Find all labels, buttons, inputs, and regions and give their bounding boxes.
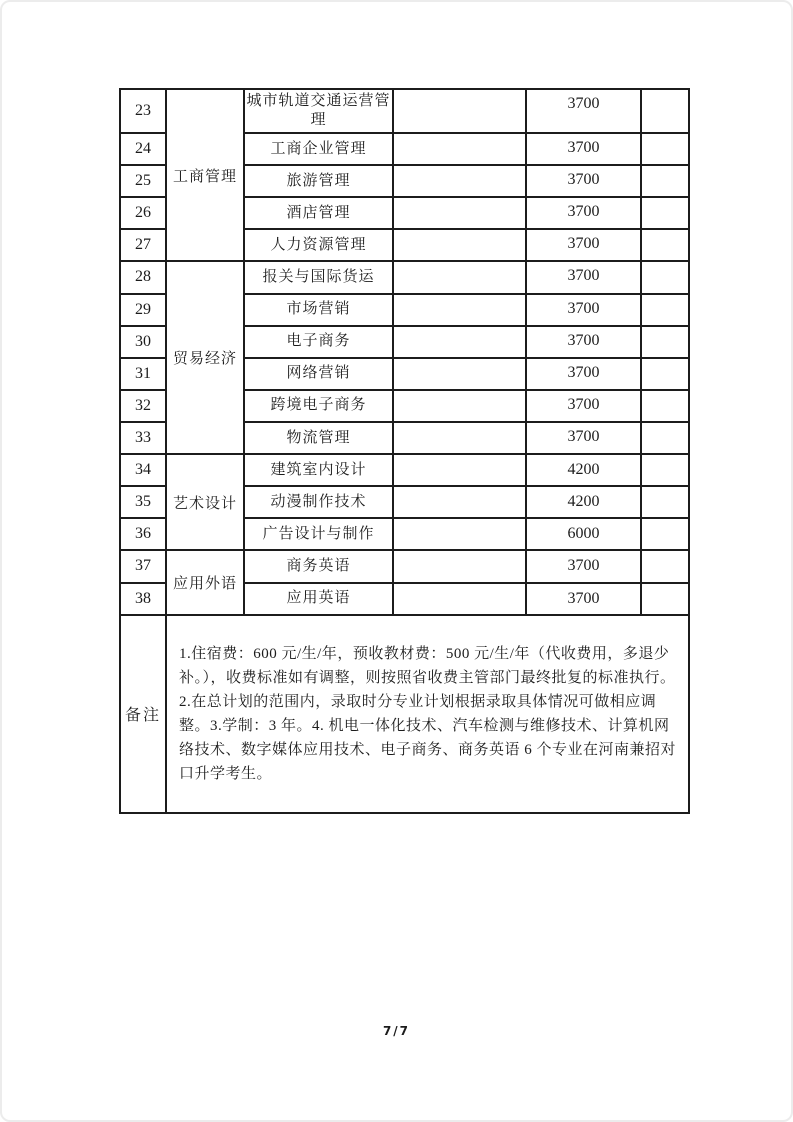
major-cell: 物流管理 [244, 422, 393, 454]
plan-blank-cell [393, 133, 526, 165]
extra-blank-cell [641, 422, 689, 454]
fee-cell: 3700 [526, 390, 641, 422]
plan-blank-cell [393, 390, 526, 422]
row-number-cell: 31 [120, 358, 166, 390]
extra-blank-cell [641, 165, 689, 197]
row-number-cell: 29 [120, 294, 166, 326]
major-cell: 商务英语 [244, 550, 393, 582]
table-row [120, 454, 689, 486]
row-number-cell: 33 [120, 422, 166, 454]
plan-blank-cell [393, 229, 526, 261]
major-cell: 动漫制作技术 [244, 486, 393, 518]
extra-blank-cell [641, 583, 689, 615]
plan-blank-cell [393, 518, 526, 550]
plan-blank-cell [393, 583, 526, 615]
plan-blank-cell [393, 454, 526, 486]
row-number-cell: 32 [120, 390, 166, 422]
fee-table-body [120, 89, 689, 615]
row-number-cell: 30 [120, 326, 166, 358]
extra-blank-cell [641, 326, 689, 358]
plan-blank-cell [393, 165, 526, 197]
extra-blank-cell [641, 229, 689, 261]
extra-blank-cell [641, 197, 689, 229]
extra-blank-cell [641, 454, 689, 486]
row-number-cell: 23 [120, 89, 166, 133]
major-cell: 电子商务 [244, 326, 393, 358]
fee-cell: 3700 [526, 165, 641, 197]
major-cell: 广告设计与制作 [244, 518, 393, 550]
plan-blank-cell [393, 294, 526, 326]
extra-blank-cell [641, 133, 689, 165]
row-number-cell: 37 [120, 550, 166, 582]
major-cell: 建筑室内设计 [244, 454, 393, 486]
major-cell: 网络营销 [244, 358, 393, 390]
remark-label: 备注 [120, 615, 166, 813]
table-row [120, 89, 689, 133]
major-cell: 城市轨道交通运营管理 [244, 89, 393, 133]
remark-row [120, 615, 689, 813]
fee-cell: 3700 [526, 550, 641, 582]
plan-blank-cell [393, 486, 526, 518]
row-number-cell: 25 [120, 165, 166, 197]
plan-blank-cell [393, 422, 526, 454]
fee-cell: 3700 [526, 133, 641, 165]
plan-blank-cell [393, 89, 526, 133]
row-number-cell: 34 [120, 454, 166, 486]
major-cell: 跨境电子商务 [244, 390, 393, 422]
row-number-cell: 36 [120, 518, 166, 550]
major-cell: 报关与国际货运 [244, 261, 393, 293]
category-cell: 应用外语 [166, 550, 244, 614]
fee-cell: 3700 [526, 89, 641, 133]
row-number-cell: 26 [120, 197, 166, 229]
row-number-cell: 24 [120, 133, 166, 165]
category-cell: 艺术设计 [166, 454, 244, 550]
row-number-cell: 27 [120, 229, 166, 261]
plan-blank-cell [393, 261, 526, 293]
row-number-cell: 38 [120, 583, 166, 615]
fee-cell: 3700 [526, 229, 641, 261]
page-number: 7/7 [382, 1024, 411, 1038]
fee-cell: 3700 [526, 326, 641, 358]
fee-cell: 6000 [526, 518, 641, 550]
major-cell: 工商企业管理 [244, 133, 393, 165]
major-cell: 人力资源管理 [244, 229, 393, 261]
fee-cell: 4200 [526, 454, 641, 486]
major-cell: 市场营销 [244, 294, 393, 326]
fee-cell: 3700 [526, 261, 641, 293]
extra-blank-cell [641, 486, 689, 518]
fee-cell: 3700 [526, 358, 641, 390]
extra-blank-cell [641, 358, 689, 390]
fee-cell: 3700 [526, 583, 641, 615]
major-cell: 旅游管理 [244, 165, 393, 197]
row-number-cell: 35 [120, 486, 166, 518]
fee-cell: 3700 [526, 294, 641, 326]
plan-blank-cell [393, 197, 526, 229]
fee-cell: 4200 [526, 486, 641, 518]
major-cell: 应用英语 [244, 583, 393, 615]
plan-blank-cell [393, 550, 526, 582]
plan-blank-cell [393, 358, 526, 390]
extra-blank-cell [641, 261, 689, 293]
remark-text: 1.住宿费：600 元/生/年，预收教材费：500 元/生/年（代收费用，多退少补。），收费标准如有调整，则按照省收费主管部门最终批复的标准执行。2.在总计划的范围内，录取时分专业计划根据录取具体情况可做相应调整。3.学制：3 年。4. 机电一体化技术、汽车检测与维修技术、计算机网络技术、数字媒体应用技术、电子商务、商务英语 6 个专业在河南兼招对口升学考生。 [166, 615, 689, 813]
fee-cell: 3700 [526, 197, 641, 229]
extra-blank-cell [641, 550, 689, 582]
plan-blank-cell [393, 326, 526, 358]
category-cell: 贸易经济 [166, 261, 244, 454]
fee-cell: 3700 [526, 422, 641, 454]
major-cell: 酒店管理 [244, 197, 393, 229]
table-row [120, 261, 689, 293]
extra-blank-cell [641, 518, 689, 550]
table-row [120, 550, 689, 582]
category-cell: 工商管理 [166, 89, 244, 261]
extra-blank-cell [641, 294, 689, 326]
row-number-cell: 28 [120, 261, 166, 293]
fee-table [119, 88, 690, 814]
extra-blank-cell [641, 89, 689, 133]
extra-blank-cell [641, 390, 689, 422]
